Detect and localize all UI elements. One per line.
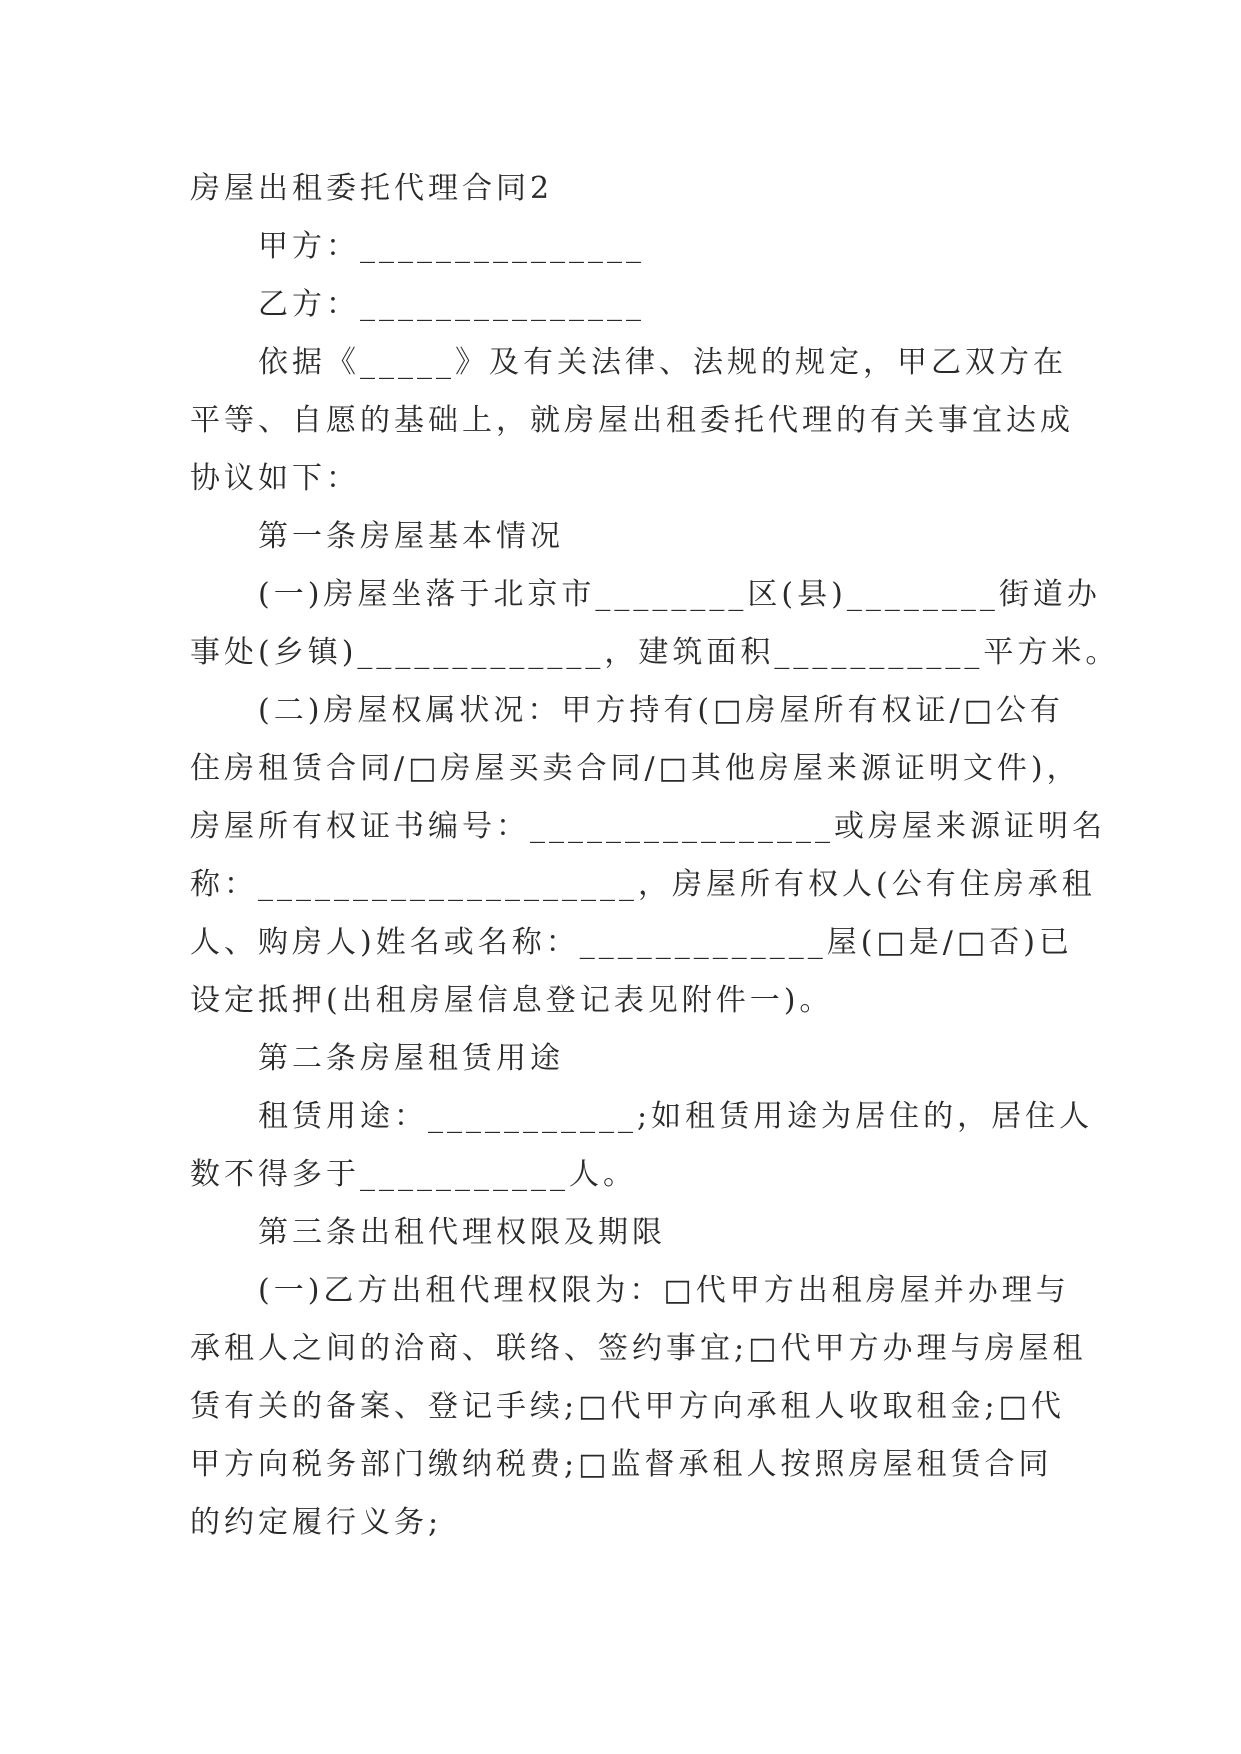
clause-line: 的约定履行义务; — [190, 1505, 443, 1540]
document-body — [190, 160, 1120, 1552]
party-a-line: 甲方：_______________ — [258, 229, 645, 264]
preamble-line: 平等、自愿的基础上，就房屋出租委托代理的有关事宜达成 — [190, 403, 1074, 438]
clause-line: 事处(乡镇)_____________，建筑面积___________平方米。 — [190, 635, 1120, 670]
clause-line: 赁有关的备案、登记手续;□代甲方向承租人收取租金;□代 — [190, 1389, 1065, 1424]
clause-line: 承租人之间的洽商、联络、签约事宜;□代甲方办理与房屋租 — [190, 1331, 1087, 1366]
preamble-line: 协议如下： — [190, 461, 360, 496]
article-1-heading: 第一条房屋基本情况 — [258, 519, 564, 554]
party-b-line: 乙方：_______________ — [258, 287, 645, 322]
article-3-heading: 第三条出租代理权限及期限 — [258, 1215, 666, 1250]
clause-line: 租赁用途：___________;如租赁用途为居住的，居住人 — [258, 1099, 1094, 1134]
clause-line: (一)房屋坐落于北京市________区(县)________街道办 — [258, 577, 1101, 612]
clause-line: 人、购房人)姓名或名称：_____________屋(□是/□否)已 — [190, 925, 1073, 960]
clause-line: 设定抵押(出租房屋信息登记表见附件一)。 — [190, 983, 834, 1018]
clause-line: 数不得多于___________人。 — [190, 1157, 637, 1192]
clause-line: 甲方向税务部门缴纳税费;□监督承租人按照房屋租赁合同 — [190, 1447, 1053, 1482]
clause-line: (二)房屋权属状况：甲方持有(□房屋所有权证/□公有 — [258, 693, 1064, 728]
article-2-heading: 第二条房屋租赁用途 — [258, 1041, 564, 1076]
clause-line: 称：____________________，房屋所有权人(公有住房承租 — [190, 867, 1096, 902]
clause-line: (一)乙方出租代理权限为：□代甲方出租房屋并办理与 — [258, 1273, 1070, 1308]
preamble-line: 依据《_____》及有关法律、法规的规定，甲乙双方在 — [258, 345, 1067, 380]
clause-line: 房屋所有权证书编号：________________或房屋来源证明名 — [190, 809, 1106, 844]
clause-line: 住房租赁合同/□房屋买卖合同/□其他房屋来源证明文件)， — [190, 751, 1081, 786]
document-title: 房屋出租委托代理合同2 — [190, 171, 554, 206]
